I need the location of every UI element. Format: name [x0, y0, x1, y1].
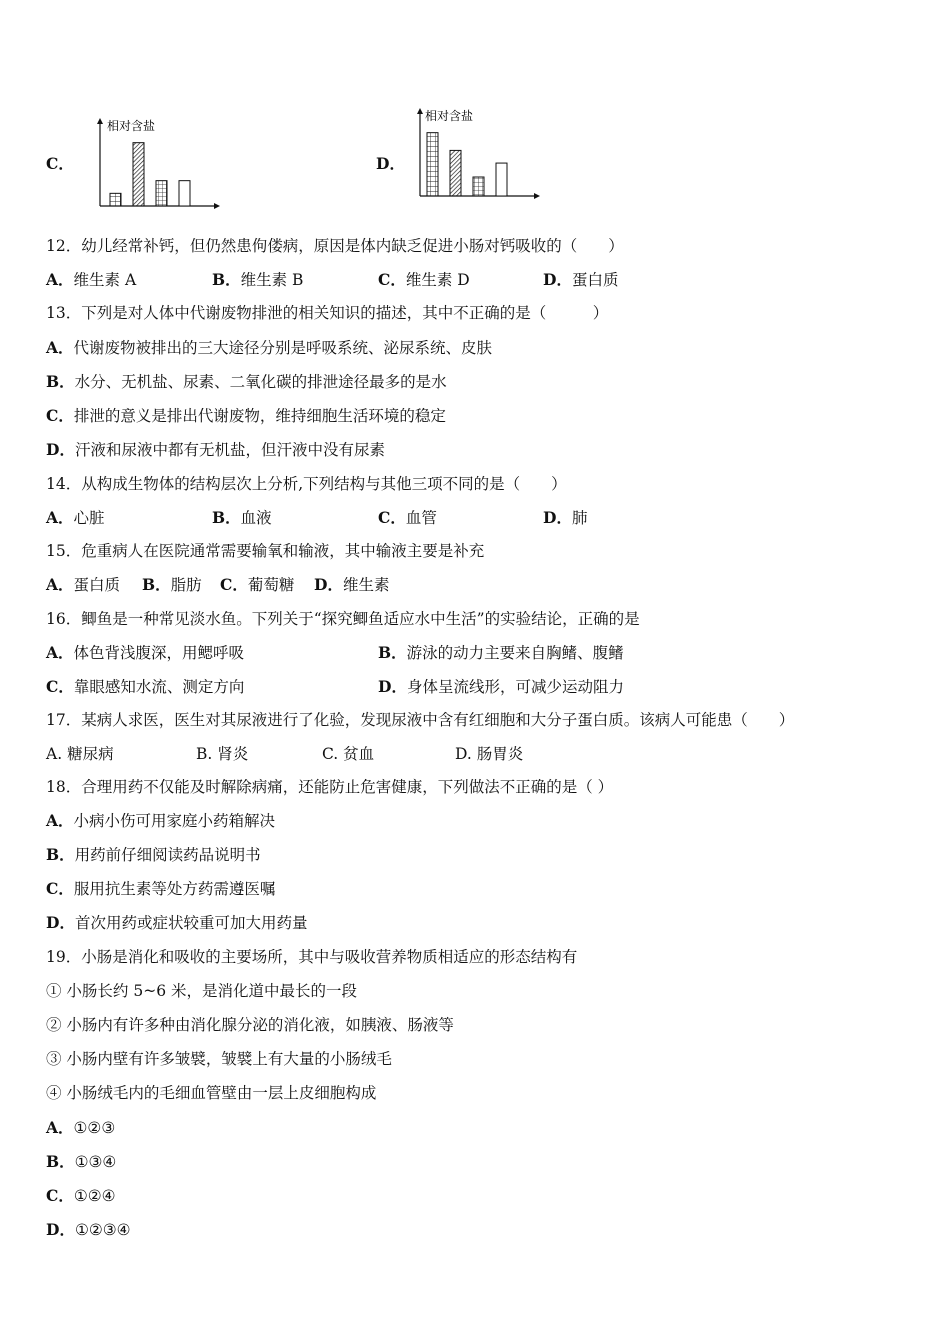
option-key: D．	[543, 270, 572, 289]
option-key: C．	[46, 1186, 74, 1205]
chart-c	[90, 116, 220, 216]
option-key: C．	[46, 406, 74, 425]
option-text: ①③④	[74, 1153, 117, 1171]
option-text: 蛋白质	[571, 271, 619, 289]
option-text: 代谢废物被排出的三大途径分别是呼吸系统、泌尿系统、皮肤	[73, 339, 493, 357]
y-axis-arrow	[417, 108, 423, 114]
option-key: B．	[212, 270, 241, 289]
q17-option-b[interactable]	[196, 744, 248, 764]
question-18-stem: 18．合理用药不仅能及时解除病痛，还能防止危害健康，下列做法不正确的是（ ）	[46, 778, 614, 796]
bar-1	[110, 193, 121, 206]
option-text: 肾炎	[217, 745, 249, 763]
bar-3	[473, 177, 484, 196]
option-key: C．	[46, 879, 74, 898]
q19-item-1: ① 小肠长约 5~6 米，是消化道中最长的一段	[46, 982, 357, 1000]
q16-option-d[interactable]	[378, 677, 624, 697]
q15-option-d[interactable]	[314, 575, 389, 595]
option-text: 贫血	[343, 745, 375, 763]
option-text: 蛋白质	[73, 576, 121, 594]
option-text: 排泄的意义是排出代谢废物，维持细胞生活环境的稳定	[73, 407, 446, 425]
option-key: B．	[142, 575, 171, 594]
option-key: A．	[46, 338, 74, 357]
bar-4	[179, 181, 190, 206]
q18-option-c[interactable]	[46, 879, 275, 899]
q19-item-4: ④ 小肠绒毛内的毛细血管壁由一层上皮细胞构成	[46, 1084, 377, 1102]
option-key: C．	[378, 270, 406, 289]
option-key: A.	[46, 745, 63, 763]
option-text: 维生素 B	[240, 271, 304, 289]
option-text: 脂肪	[170, 576, 202, 594]
q19-item-2: ② 小肠内有许多种由消化腺分泌的消化液，如胰液、肠液等	[46, 1016, 454, 1034]
q14-option-b[interactable]	[212, 508, 272, 528]
x-axis-arrow	[534, 193, 540, 199]
question-14-stem: 14．从构成生物体的结构层次上分析,下列结构与其他三项不同的是（ ）	[46, 475, 567, 493]
option-key: B．	[46, 1152, 75, 1171]
option-key: D．	[46, 440, 75, 459]
option-key: B.	[196, 745, 213, 763]
y-axis-label: 相对含盐	[107, 119, 156, 133]
option-text: 糖尿病	[67, 745, 114, 763]
question-15-stem: 15．危重病人在医院通常需要输氧和输液，其中输液主要是补充	[46, 542, 485, 560]
option-key: A．	[46, 575, 74, 594]
q13-option-b[interactable]	[46, 372, 447, 392]
q14-option-a[interactable]	[46, 508, 105, 528]
option-text: 心脏	[73, 509, 105, 527]
q14-option-c[interactable]	[378, 508, 437, 528]
q15-option-c[interactable]	[220, 575, 294, 595]
question-12-stem: 12．幼儿经常补钙，但仍然患佝偻病，原因是体内缺乏促进小肠对钙吸收的（ ）	[46, 237, 624, 255]
option-key: D．	[543, 508, 572, 527]
chart-d	[410, 106, 540, 206]
q16-option-a[interactable]	[46, 643, 244, 663]
option-text: 首次用药或症状较重可加大用药量	[74, 914, 308, 932]
option-key: A．	[46, 1118, 74, 1137]
q16-option-b[interactable]	[378, 643, 624, 663]
option-key: D．	[314, 575, 343, 594]
option-key: A．	[46, 508, 74, 527]
option-text: 肠胃炎	[476, 745, 524, 763]
q17-option-d[interactable]	[455, 744, 523, 764]
option-key: C．	[378, 508, 406, 527]
option-text: 葡萄糖	[247, 576, 295, 594]
q16-option-c[interactable]	[46, 677, 244, 697]
q12-option-d[interactable]	[543, 270, 618, 290]
bar-3	[156, 181, 167, 206]
question-13-stem: 13．下列是对人体中代谢废物排泄的相关知识的描述，其中不正确的是（ ）	[46, 304, 609, 322]
option-key: D.	[455, 745, 472, 763]
option-text: 靠眼感知水流、测定方向	[73, 678, 245, 696]
option-key: D．	[46, 1220, 75, 1239]
option-text: 血管	[405, 509, 437, 527]
q17-option-a[interactable]	[46, 744, 114, 764]
option-text: 水分、无机盐、尿素、二氧化碳的排泄途径最多的是水	[74, 373, 447, 391]
option-text: 肺	[571, 509, 588, 527]
option-key: B．	[212, 508, 241, 527]
option-text: 维生素 A	[73, 271, 137, 289]
option-key: B．	[46, 845, 75, 864]
q13-option-d[interactable]	[46, 440, 385, 460]
y-axis-arrow	[97, 118, 103, 124]
option-text: 维生素 D	[405, 271, 470, 289]
bar-2	[133, 143, 144, 206]
chart-c-label: C．	[46, 154, 74, 173]
q19-option-c[interactable]	[46, 1186, 116, 1206]
option-text: 服用抗生素等处方药需遵医嘱	[73, 880, 276, 898]
option-key: D．	[46, 913, 75, 932]
q15-option-a[interactable]	[46, 575, 120, 595]
option-text: 用药前仔细阅读药品说明书	[74, 846, 261, 864]
option-key: B．	[378, 643, 407, 662]
q19-option-a[interactable]	[46, 1118, 115, 1138]
question-19-stem: 19．小肠是消化和吸收的主要场所，其中与吸收营养物质相适应的形态结构有	[46, 948, 578, 966]
option-text: 维生素	[342, 576, 390, 594]
q13-option-c[interactable]	[46, 406, 446, 426]
option-text: 体色背浅腹深，用鳃呼吸	[73, 644, 245, 662]
x-axis-arrow	[214, 203, 220, 209]
option-text: 小病小伤可用家庭小药箱解决	[73, 812, 276, 830]
option-text: ①②③	[73, 1119, 116, 1137]
option-key: C．	[46, 677, 74, 696]
q13-option-a[interactable]	[46, 338, 492, 358]
option-text: ①②③④	[74, 1221, 131, 1239]
option-key: A．	[46, 643, 74, 662]
q18-option-b[interactable]	[46, 845, 261, 865]
question-17-stem: 17．某病人求医，医生对其尿液进行了化验，发现尿液中含有红细胞和大分子蛋白质。该病人可能患（ ）	[46, 711, 795, 729]
option-text: 游泳的动力主要来自胸鳍、腹鳍	[406, 644, 624, 662]
q12-option-a[interactable]	[46, 270, 136, 290]
q14-option-d[interactable]	[543, 508, 587, 528]
q19-option-d[interactable]	[46, 1220, 131, 1240]
q15-option-b[interactable]	[142, 575, 202, 595]
option-text: 血液	[240, 509, 272, 527]
q19-option-b[interactable]	[46, 1152, 116, 1172]
q12-option-b[interactable]	[212, 270, 303, 290]
bar-2	[450, 150, 461, 196]
q12-option-c[interactable]	[378, 270, 470, 290]
option-key: D．	[378, 677, 407, 696]
bar-1	[427, 133, 438, 196]
option-key: A．	[46, 270, 74, 289]
q18-option-d[interactable]	[46, 913, 307, 933]
y-axis-label: 相对含盐	[425, 109, 474, 123]
q19-item-3: ③ 小肠内壁有许多皱襞，皱襞上有大量的小肠绒毛	[46, 1050, 392, 1068]
q17-option-c[interactable]	[322, 744, 374, 764]
option-key: C.	[322, 745, 339, 763]
option-key: B．	[46, 372, 75, 391]
option-key: A．	[46, 811, 74, 830]
q18-option-a[interactable]	[46, 811, 275, 831]
option-text: ①②④	[73, 1187, 116, 1205]
question-16-stem: 16．鲫鱼是一种常见淡水鱼。下列关于“探究鲫鱼适应水中生活”的实验结论，正确的是	[46, 610, 640, 628]
chart-d-label: D．	[376, 154, 405, 173]
option-text: 汗液和尿液中都有无机盐，但汗液中没有尿素	[74, 441, 385, 459]
option-key: C．	[220, 575, 248, 594]
option-text: 身体呈流线形，可减少运动阻力	[406, 678, 624, 696]
bar-4	[496, 163, 507, 196]
